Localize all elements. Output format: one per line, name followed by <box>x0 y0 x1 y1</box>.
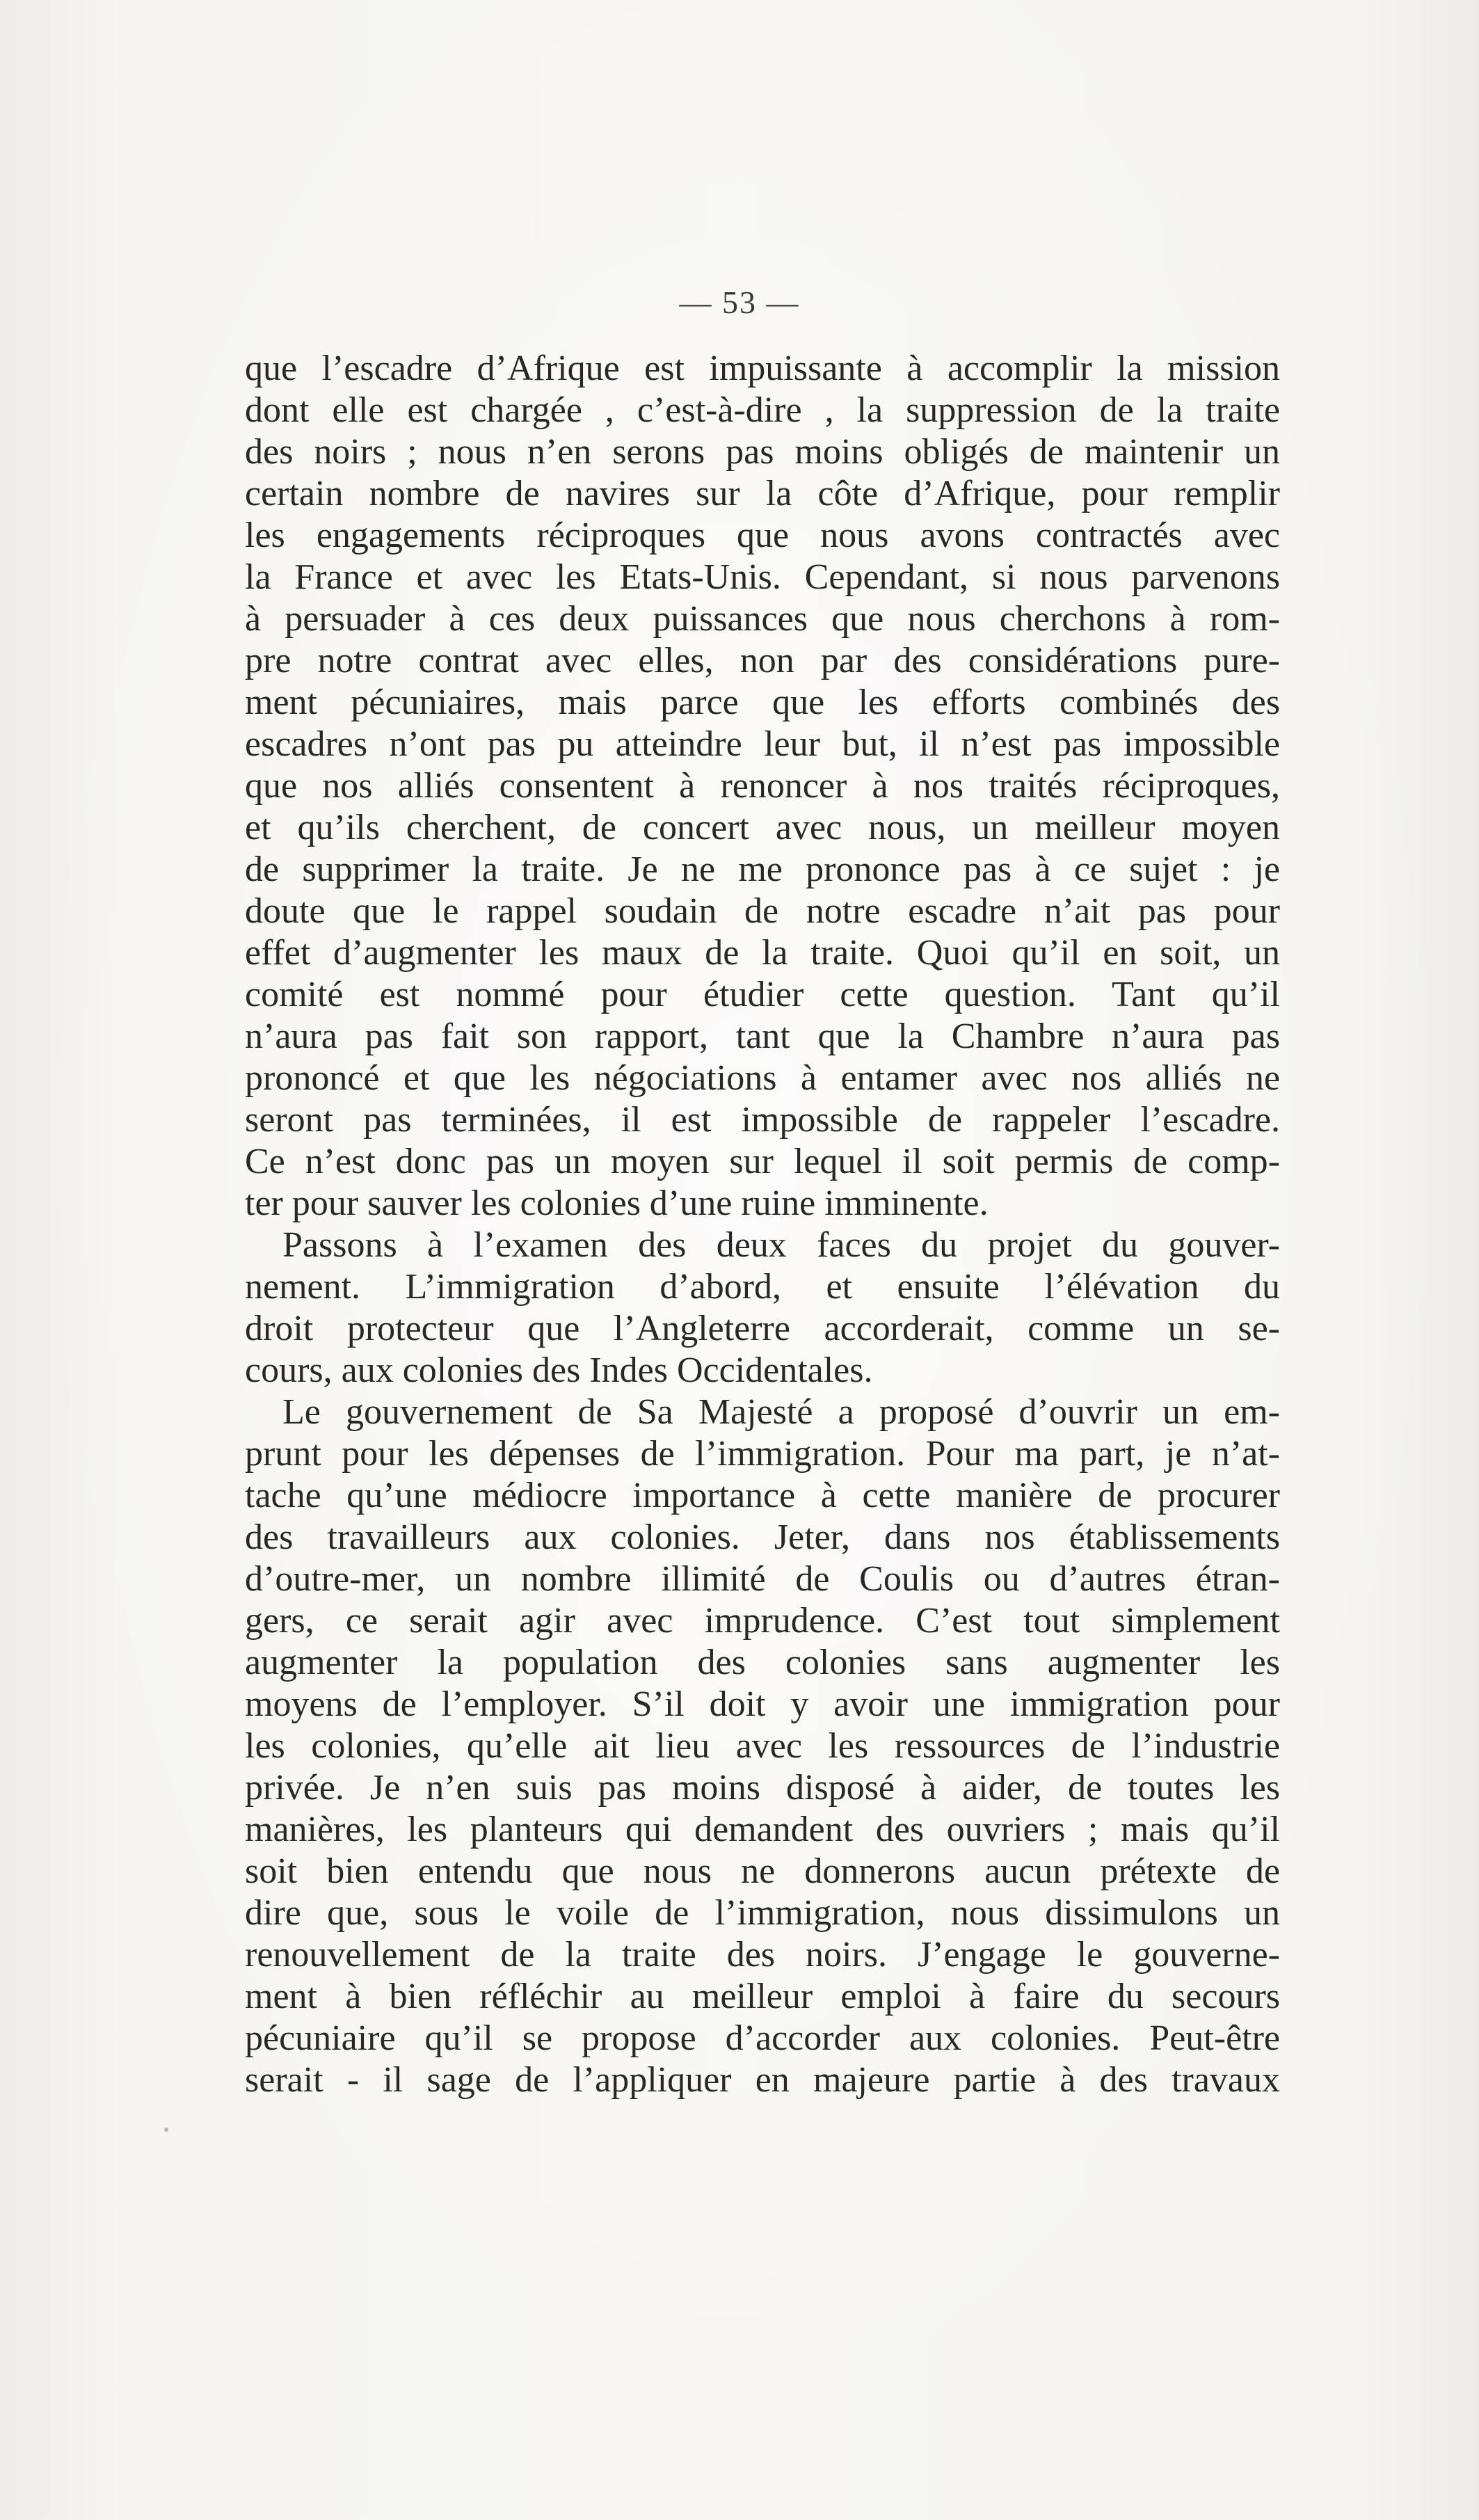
text-line: Le gouvernement de Sa Majesté a proposé d’ouvrir un em- <box>282 1392 1280 1432</box>
text-line: privée. Je n’en suis pas moins disposé à aider, de toutes les <box>245 1768 1280 1808</box>
text-line: que nos alliés consentent à renoncer à nos traités réciproques, <box>245 766 1280 806</box>
text-line: serait - il sage de l’appliquer en majeure partie à des travaux <box>245 2060 1280 2100</box>
text-line: doute que le rappel soudain de notre escadre n’ait pas pour <box>245 891 1280 931</box>
text-line: augmenter la population des colonies sans augmenter les <box>245 1643 1280 1682</box>
text-line: de supprimer la traite. Je ne me prononce pas à ce sujet : je <box>245 850 1280 889</box>
text-line: la France et avec les Etats-Unis. Cependant, si nous parvenons <box>245 557 1280 597</box>
text-line: certain nombre de navires sur la côte d’Afrique, pour remplir <box>245 474 1280 513</box>
text-line: soit bien entendu que nous ne donnerons aucun prétexte de <box>245 1851 1280 1891</box>
text-line: ter pour sauver les colonies d’une ruine imminente. <box>245 1183 989 1223</box>
page-number: — 53 — <box>679 285 800 320</box>
body-text <box>245 348 1280 2101</box>
text-line: dire que, sous le voile de l’immigration, nous dissimulons un <box>245 1893 1280 1933</box>
text-line: prononcé et que les négociations à entamer avec nos alliés ne <box>245 1058 1280 1098</box>
text-line: et qu’ils cherchent, de concert avec nous, un meilleur moyen <box>245 808 1280 847</box>
text-line: pre notre contrat avec elles, non par des considérations pure- <box>245 641 1280 680</box>
text-line: des noirs ; nous n’en serons pas moins obligés de maintenir un <box>245 432 1280 472</box>
text-line: des travailleurs aux colonies. Jeter, dans nos établissements <box>245 1517 1280 1557</box>
text-line: que l’escadre d’Afrique est impuissante à accomplir la mission <box>245 349 1280 388</box>
text-line: effet d’augmenter les maux de la traite. Quoi qu’il en soit, un <box>245 933 1280 973</box>
text-line: escadres n’ont pas pu atteindre leur but, il n’est pas impossible <box>245 724 1280 764</box>
text-line: comité est nommé pour étudier cette question. Tant qu’il <box>245 975 1280 1014</box>
text-line: à persuader à ces deux puissances que nous cherchons à rom- <box>245 599 1280 639</box>
text-line: renouvellement de la traite des noirs. J’engage le gouverne- <box>245 1935 1280 1975</box>
paper-speck <box>164 2128 168 2132</box>
text-line: dont elle est chargée , c’est-à-dire , la suppression de la traite <box>245 390 1280 430</box>
text-line: gers, ce serait agir avec imprudence. C’est tout simplement <box>245 1601 1280 1641</box>
text-line: manières, les planteurs qui demandent des ouvriers ; mais qu’il <box>245 1810 1280 1849</box>
text-line: moyens de l’employer. S’il doit y avoir une immigration pour <box>245 1684 1280 1724</box>
text-line: ment à bien réfléchir au meilleur emploi à faire du secours <box>245 1977 1280 2016</box>
text-line: les colonies, qu’elle ait lieu avec les ressources de l’industrie <box>245 1726 1280 1766</box>
text-line: Passons à l’examen des deux faces du projet du gouver- <box>282 1225 1280 1265</box>
text-line: pécuniaire qu’il se propose d’accorder aux colonies. Peut-être <box>245 2018 1280 2058</box>
text-line: tache qu’une médiocre importance à cette manière de procurer <box>245 1476 1280 1515</box>
text-line: Ce n’est donc pas un moyen sur lequel il soit permis de comp- <box>245 1142 1280 1181</box>
text-line: les engagements réciproques que nous avons contractés avec <box>245 516 1280 555</box>
text-line: nement. L’immigration d’abord, et ensuite l’élévation du <box>245 1267 1280 1307</box>
text-line: seront pas terminées, il est impossible de rappeler l’escadre. <box>245 1100 1280 1140</box>
text-line: d’outre-mer, un nombre illimité de Coulis ou d’autres étran- <box>245 1559 1280 1599</box>
text-line: n’aura pas fait son rapport, tant que la Chambre n’aura pas <box>245 1016 1280 1056</box>
text-line: droit protecteur que l’Angleterre accorderait, comme un se- <box>245 1309 1280 1348</box>
text-line: prunt pour les dépenses de l’immigration. Pour ma part, je n’at- <box>245 1434 1280 1474</box>
text-line: ment pécuniaires, mais parce que les efforts combinés des <box>245 683 1280 722</box>
text-line: cours, aux colonies des Indes Occidentales. <box>245 1350 873 1390</box>
